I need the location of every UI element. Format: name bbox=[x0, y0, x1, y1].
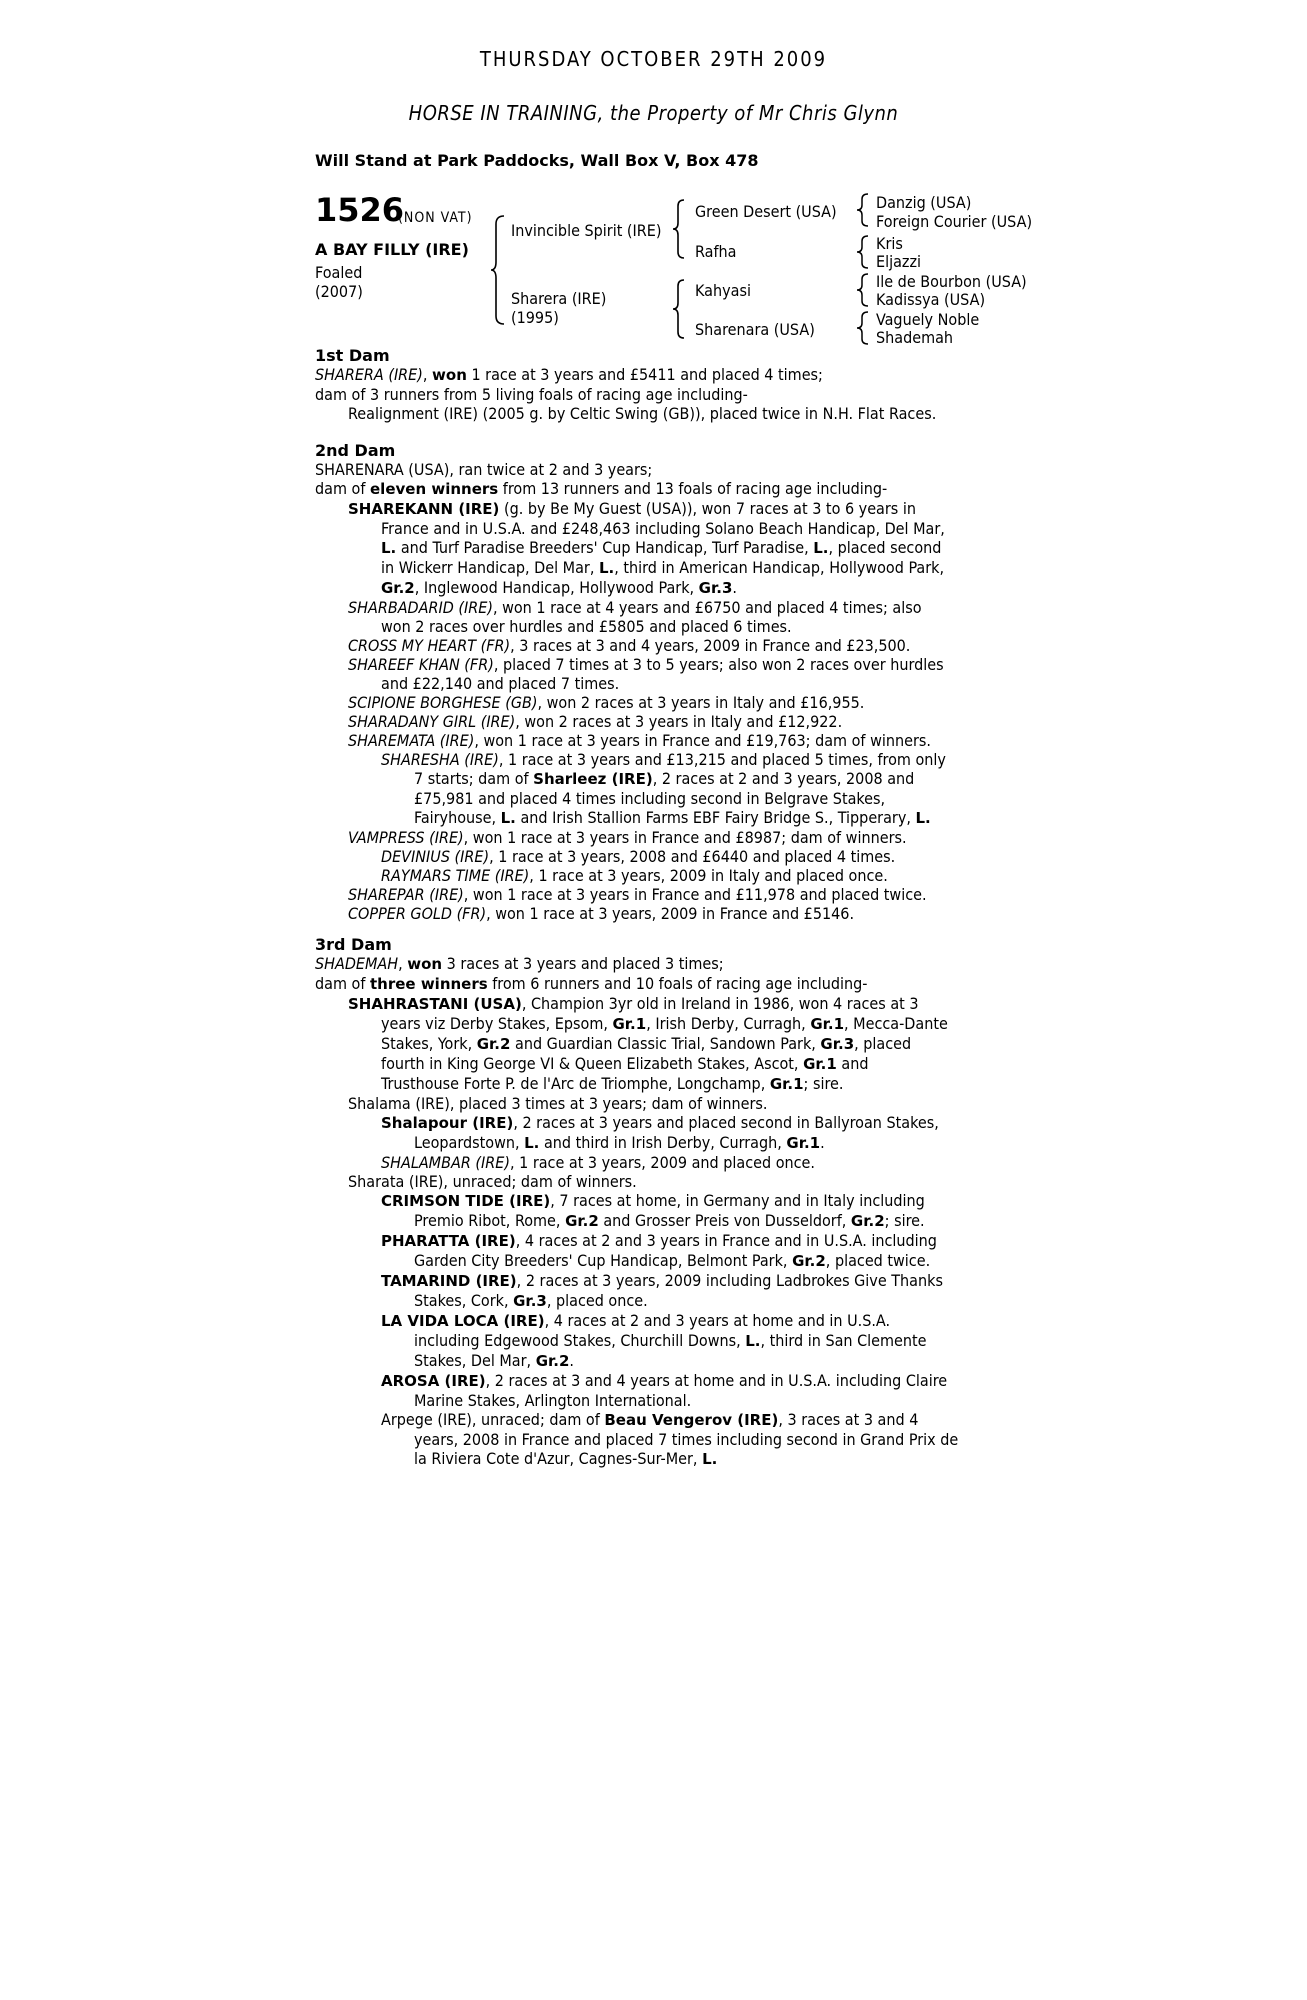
text-run: Stakes, York, bbox=[381, 1034, 477, 1053]
text-run: ; sire. bbox=[803, 1074, 844, 1093]
produce-entry bbox=[381, 1271, 958, 1291]
first-dam-section bbox=[315, 346, 936, 423]
text-run: , Irish Derby, Curragh, bbox=[646, 1014, 811, 1033]
produce-entry bbox=[348, 499, 946, 519]
pedigree-ggp: Foreign Courier (USA) bbox=[876, 212, 1033, 231]
text-run: . bbox=[820, 1133, 825, 1152]
pedigree-ggp: Eljazzi bbox=[876, 252, 922, 271]
text-run: three winners bbox=[370, 975, 488, 993]
produce-entry-cont: years, 2008 in France and placed 7 times including second in Grand Prix de bbox=[414, 1430, 959, 1449]
text-run: SHAREMATA (IRE) bbox=[348, 731, 475, 750]
text-run: , won 1 race at 3 years in France and £19,763; dam of winners. bbox=[474, 731, 931, 750]
produce-entry-cont bbox=[381, 1054, 958, 1074]
text-run: Gr.1 bbox=[803, 1055, 837, 1073]
text-run: COPPER GOLD (FR) bbox=[348, 904, 487, 923]
produce-entry-cont bbox=[381, 1034, 958, 1054]
text-run: , won 1 race at 3 years in France and £8987; dam of winners. bbox=[463, 828, 907, 847]
produce-entry bbox=[381, 1153, 958, 1172]
produce-entry bbox=[348, 693, 946, 712]
text-run: Trusthouse Forte P. de l'Arc de Triomphe, Longchamp, bbox=[381, 1074, 770, 1093]
text-run: Gr.2 bbox=[565, 1212, 599, 1230]
text-run: , 4 races at 2 and 3 years in France and in U.S.A. including bbox=[515, 1231, 937, 1250]
text-run: eleven winners bbox=[370, 480, 499, 498]
text-run: including Edgewood Stakes, Churchill Downs, bbox=[414, 1331, 746, 1350]
pedigree-dam-sire: Kahyasi bbox=[695, 281, 751, 300]
text-run: , 3 races at 3 and 4 years, 2009 in France and £23,500. bbox=[510, 636, 911, 655]
text-run: Gr.1 bbox=[769, 1075, 804, 1093]
text-run: , third in San Clemente bbox=[760, 1331, 927, 1350]
text-run: VAMPRESS (IRE) bbox=[348, 828, 464, 847]
text-run: from 6 runners and 10 foals of racing age including- bbox=[487, 974, 868, 993]
produce-entry bbox=[381, 1191, 958, 1211]
text-run: and third in Irish Derby, Curragh, bbox=[539, 1133, 787, 1152]
text-run: , placed bbox=[854, 1034, 912, 1053]
text-run: SHARERA (IRE) bbox=[315, 365, 423, 384]
sale-date: THURSDAY OCTOBER 29TH 2009 bbox=[479, 47, 828, 71]
produce-entry bbox=[348, 904, 946, 923]
text-run: , 1 race at 3 years and £13,215 and placed 5 times, from only bbox=[498, 750, 946, 769]
text-run: L. bbox=[915, 809, 931, 827]
produce-entry-cont: Marine Stakes, Arlington International. bbox=[414, 1391, 692, 1410]
text-run: , 1 race at 3 years, 2008 and £6440 and placed 4 times. bbox=[489, 847, 896, 866]
text-run: , third in American Handicap, Hollywood Park, bbox=[614, 558, 945, 577]
produce-entry bbox=[348, 885, 946, 904]
text-run: , placed second bbox=[828, 538, 942, 557]
text-run: Arpege (IRE), unraced; dam of bbox=[381, 1410, 605, 1429]
pedigree-ggp: Kadissya (USA) bbox=[876, 290, 986, 309]
produce-entry bbox=[381, 1311, 958, 1331]
produce-entry-cont: won 2 races over hurdles and £5805 and placed 6 times. bbox=[381, 617, 792, 636]
pedigree-ggp: Ile de Bourbon (USA) bbox=[876, 272, 1027, 291]
text-run: won bbox=[407, 955, 443, 973]
text-run: Sharleez (IRE) bbox=[533, 770, 653, 788]
text-run: , won 2 races at 3 years in Italy and £12,922. bbox=[515, 712, 843, 731]
text-run: SHADEMAH bbox=[315, 954, 399, 973]
vat-status: (NON VAT) bbox=[398, 210, 473, 226]
text-run: ; sire. bbox=[884, 1211, 925, 1230]
text-run: Stakes, Cork, bbox=[414, 1291, 514, 1310]
third-dam-section bbox=[315, 935, 958, 1469]
text-run: Gr.2 bbox=[535, 1352, 570, 1370]
pedigree-brace-main bbox=[490, 214, 510, 326]
text-run: , won 2 races at 3 years in Italy and £16,955. bbox=[537, 693, 865, 712]
text-run: , 2 races at 3 years, 2009 including Ladbrokes Give Thanks bbox=[516, 1271, 943, 1290]
text-run: L. bbox=[381, 539, 397, 557]
text-run: Premio Ribot, Rome, bbox=[414, 1211, 566, 1230]
text-run: Gr.3 bbox=[820, 1035, 855, 1053]
first-dam-produce: Realignment (IRE) (2005 g. by Celtic Swing (GB)), placed twice in N.H. Flat Races. bbox=[348, 404, 937, 423]
produce-entry bbox=[381, 866, 946, 885]
text-run: Stakes, Del Mar, bbox=[414, 1351, 536, 1370]
text-run: SHALAMBAR (IRE) bbox=[381, 1153, 510, 1172]
text-run: , 7 races at home, in Germany and in Italy including bbox=[550, 1191, 925, 1210]
text-run: SHAHRASTANI (USA) bbox=[348, 995, 522, 1013]
pedigree-ggp: Vaguely Noble bbox=[876, 310, 980, 329]
text-run: in Wickerr Handicap, Del Mar, bbox=[381, 558, 599, 577]
pedigree-brace-sire bbox=[672, 198, 688, 260]
pedigree-brace-ggp-4 bbox=[856, 310, 872, 346]
stand-location: Will Stand at Park Paddocks, Wall Box V, Box 478 bbox=[315, 151, 759, 170]
text-run: , won 1 race at 3 years, 2009 in France and £5146. bbox=[486, 904, 855, 923]
text-run: , Mecca-Dante bbox=[844, 1014, 948, 1033]
text-run: CROSS MY HEART (FR) bbox=[348, 636, 511, 655]
pedigree-sire-dam: Rafha bbox=[695, 242, 737, 261]
text-run: , bbox=[422, 365, 433, 384]
text-run: LA VIDA LOCA (IRE) bbox=[381, 1312, 545, 1330]
lot-number: 1526 bbox=[315, 191, 405, 229]
text-run: Gr.1 bbox=[612, 1015, 647, 1033]
produce-entry bbox=[381, 1113, 958, 1133]
produce-entry-cont bbox=[414, 1211, 958, 1231]
text-run: , 3 races at 3 and 4 bbox=[778, 1410, 919, 1429]
text-run: Gr.1 bbox=[786, 1134, 821, 1152]
produce-entry-cont bbox=[381, 538, 946, 558]
pedigree-dam-dam: Sharenara (USA) bbox=[695, 320, 815, 339]
pedigree-sire: Invincible Spirit (IRE) bbox=[511, 221, 662, 240]
text-run: SHAREEF KHAN (FR) bbox=[348, 655, 494, 674]
pedigree-dam: Sharera (IRE) (1995) bbox=[511, 289, 607, 327]
text-run: and Grosser Preis von Dusseldorf, bbox=[598, 1211, 851, 1230]
text-run: dam of bbox=[315, 479, 370, 498]
text-run: , 4 races at 2 and 3 years at home and in U.S.A. bbox=[544, 1311, 891, 1330]
produce-entry-cont bbox=[414, 769, 946, 789]
text-run: SHAREPAR (IRE) bbox=[348, 885, 464, 904]
produce-entry-cont bbox=[414, 808, 946, 828]
text-run: L. bbox=[745, 1332, 761, 1350]
text-run: Beau Vengerov (IRE) bbox=[604, 1411, 779, 1429]
produce-entry bbox=[348, 828, 946, 847]
text-run: won bbox=[432, 366, 467, 384]
produce-entry-cont bbox=[414, 1351, 958, 1371]
horse-description: A BAY FILLY (IRE) bbox=[315, 240, 469, 259]
first-dam-heading: 1st Dam bbox=[315, 346, 390, 365]
text-run: Gr.2 bbox=[792, 1252, 826, 1270]
text-run: , 2 races at 3 and 4 years at home and in U.S.A. including Claire bbox=[485, 1371, 948, 1390]
text-run: Gr.3 bbox=[698, 579, 733, 597]
produce-entry-cont bbox=[414, 1133, 958, 1153]
text-run: , placed 7 times at 3 to 5 years; also won 2 races over hurdles bbox=[493, 655, 944, 674]
produce-entry-cont bbox=[414, 1251, 958, 1271]
sale-subtitle: HORSE IN TRAINING, the Property of Mr Chris Glynn bbox=[408, 101, 899, 125]
text-run: dam of bbox=[315, 974, 370, 993]
text-run: , won 1 race at 3 years in France and £11,978 and placed twice. bbox=[463, 885, 927, 904]
produce-entry bbox=[348, 636, 946, 655]
text-run: SHARESHA (IRE) bbox=[381, 750, 499, 769]
text-run: , placed twice. bbox=[825, 1251, 931, 1270]
produce-entry bbox=[348, 712, 946, 731]
text-run: fourth in King George VI & Queen Elizabeth Stakes, Ascot, bbox=[381, 1054, 804, 1073]
pedigree-ggp: Shademah bbox=[876, 328, 954, 347]
pedigree-ggp: Kris bbox=[876, 234, 903, 253]
second-dam-section bbox=[315, 441, 946, 923]
produce-entry-cont bbox=[381, 578, 946, 598]
text-run: Gr.3 bbox=[513, 1292, 547, 1310]
text-run: , 1 race at 3 years, 2009 and placed once. bbox=[509, 1153, 815, 1172]
text-run: Gr.2 bbox=[381, 579, 415, 597]
text-run: years viz Derby Stakes, Epsom, bbox=[381, 1014, 613, 1033]
text-run: SHARADANY GIRL (IRE) bbox=[348, 712, 516, 731]
produce-entry: Shalama (IRE), placed 3 times at 3 years; dam of winners. bbox=[348, 1094, 768, 1113]
text-run: Shalapour (IRE) bbox=[381, 1114, 514, 1132]
text-run: , won 1 race at 4 years and £6750 and placed 4 times; also bbox=[492, 598, 922, 617]
produce-entry-cont bbox=[414, 1291, 958, 1311]
text-run: , 2 races at 2 and 3 years, 2008 and bbox=[652, 769, 915, 788]
produce-entry-cont bbox=[381, 1014, 958, 1034]
produce-entry bbox=[381, 1410, 958, 1430]
first-dam-line bbox=[315, 365, 936, 385]
text-run: and Turf Paradise Breeders' Cup Handicap, Turf Paradise, bbox=[396, 538, 814, 557]
produce-entry bbox=[348, 655, 946, 674]
text-run: CRIMSON TIDE (IRE) bbox=[381, 1192, 551, 1210]
text-run: AROSA (IRE) bbox=[381, 1372, 486, 1390]
text-run: DEVINIUS (IRE) bbox=[381, 847, 490, 866]
third-dam-line bbox=[315, 954, 958, 974]
produce-entry-cont: £75,981 and placed 4 times including second in Belgrave Stakes, bbox=[414, 789, 886, 808]
text-run: L. bbox=[813, 539, 829, 557]
text-run: , placed once. bbox=[546, 1291, 648, 1310]
produce-entry bbox=[381, 1371, 958, 1391]
text-run: and Guardian Classic Trial, Sandown Park, bbox=[510, 1034, 821, 1053]
pedigree-brace-ggp-3 bbox=[856, 272, 872, 308]
produce-entry-cont bbox=[414, 1331, 958, 1351]
pedigree-brace-ggp-2 bbox=[856, 234, 872, 270]
first-dam-line: dam of 3 runners from 5 living foals of racing age including- bbox=[315, 385, 748, 404]
foaled-year: Foaled (2007) bbox=[315, 263, 363, 301]
text-run: 3 races at 3 years and placed 3 times; bbox=[442, 954, 724, 973]
text-run: L. bbox=[702, 1450, 718, 1468]
text-run: Gr.2 bbox=[476, 1035, 511, 1053]
produce-entry-cont bbox=[381, 558, 946, 578]
second-dam-line bbox=[315, 479, 946, 499]
second-dam-heading: 2nd Dam bbox=[315, 441, 396, 460]
produce-entry bbox=[381, 847, 946, 866]
text-run: TAMARIND (IRE) bbox=[381, 1272, 517, 1290]
produce-entry bbox=[348, 731, 946, 750]
text-run: . bbox=[569, 1351, 574, 1370]
produce-entry-cont: France and in U.S.A. and £248,463 including Solano Beach Handicap, Del Mar, bbox=[381, 519, 945, 538]
produce-entry-cont bbox=[414, 1449, 958, 1469]
produce-entry-cont: and £22,140 and placed 7 times. bbox=[381, 674, 620, 693]
text-run: , 2 races at 3 years and placed second in Ballyroan Stakes, bbox=[513, 1113, 939, 1132]
text-run: 7 starts; dam of bbox=[414, 769, 534, 788]
produce-entry bbox=[348, 994, 958, 1014]
text-run: and Irish Stallion Farms EBF Fairy Bridge S., Tipperary, bbox=[515, 808, 916, 827]
text-run: PHARATTA (IRE) bbox=[381, 1232, 516, 1250]
text-run: Leopardstown, bbox=[414, 1133, 525, 1152]
second-dam-line: SHARENARA (USA), ran twice at 2 and 3 years; bbox=[315, 460, 653, 479]
produce-entry bbox=[348, 598, 946, 617]
text-run: SHAREKANN (IRE) bbox=[348, 500, 500, 518]
text-run: RAYMARS TIME (IRE) bbox=[381, 866, 530, 885]
produce-entry bbox=[381, 750, 946, 769]
text-run: Gr.2 bbox=[850, 1212, 885, 1230]
third-dam-line bbox=[315, 974, 958, 994]
pedigree-ggp: Danzig (USA) bbox=[876, 193, 972, 212]
text-run: and bbox=[836, 1054, 869, 1073]
third-dam-heading: 3rd Dam bbox=[315, 935, 392, 954]
text-run: SHARBADARID (IRE) bbox=[348, 598, 493, 617]
text-run: from 13 runners and 13 foals of racing age including- bbox=[498, 479, 888, 498]
text-run: Gr.1 bbox=[810, 1015, 845, 1033]
pedigree-brace-ggp-1 bbox=[856, 192, 872, 228]
text-run: Fairyhouse, bbox=[414, 808, 501, 827]
produce-entry bbox=[381, 1231, 958, 1251]
pedigree-sire-sire: Green Desert (USA) bbox=[695, 202, 837, 221]
text-run: L. bbox=[500, 809, 516, 827]
text-run: , Inglewood Handicap, Hollywood Park, bbox=[414, 578, 699, 597]
text-run: L. bbox=[524, 1134, 540, 1152]
text-run: (g. by Be My Guest (USA)), won 7 races at 3 to 6 years in bbox=[499, 499, 916, 518]
text-run: , Champion 3yr old in Ireland in 1986, won 4 races at 3 bbox=[521, 994, 919, 1013]
pedigree-brace-dam bbox=[672, 278, 688, 340]
produce-entry-cont bbox=[381, 1074, 958, 1094]
produce-entry: Sharata (IRE), unraced; dam of winners. bbox=[348, 1172, 637, 1191]
text-run: la Riviera Cote d'Azur, Cagnes-Sur-Mer, bbox=[414, 1449, 703, 1468]
text-run: , 1 race at 3 years, 2009 in Italy and placed once. bbox=[529, 866, 888, 885]
text-run: L. bbox=[598, 559, 615, 577]
text-run: , bbox=[398, 954, 408, 973]
text-run: . bbox=[732, 578, 737, 597]
text-run: 1 race at 3 years and £5411 and placed 4 times; bbox=[466, 365, 823, 384]
text-run: Garden City Breeders' Cup Handicap, Belmont Park, bbox=[414, 1251, 793, 1270]
text-run: SCIPIONE BORGHESE (GB) bbox=[348, 693, 538, 712]
